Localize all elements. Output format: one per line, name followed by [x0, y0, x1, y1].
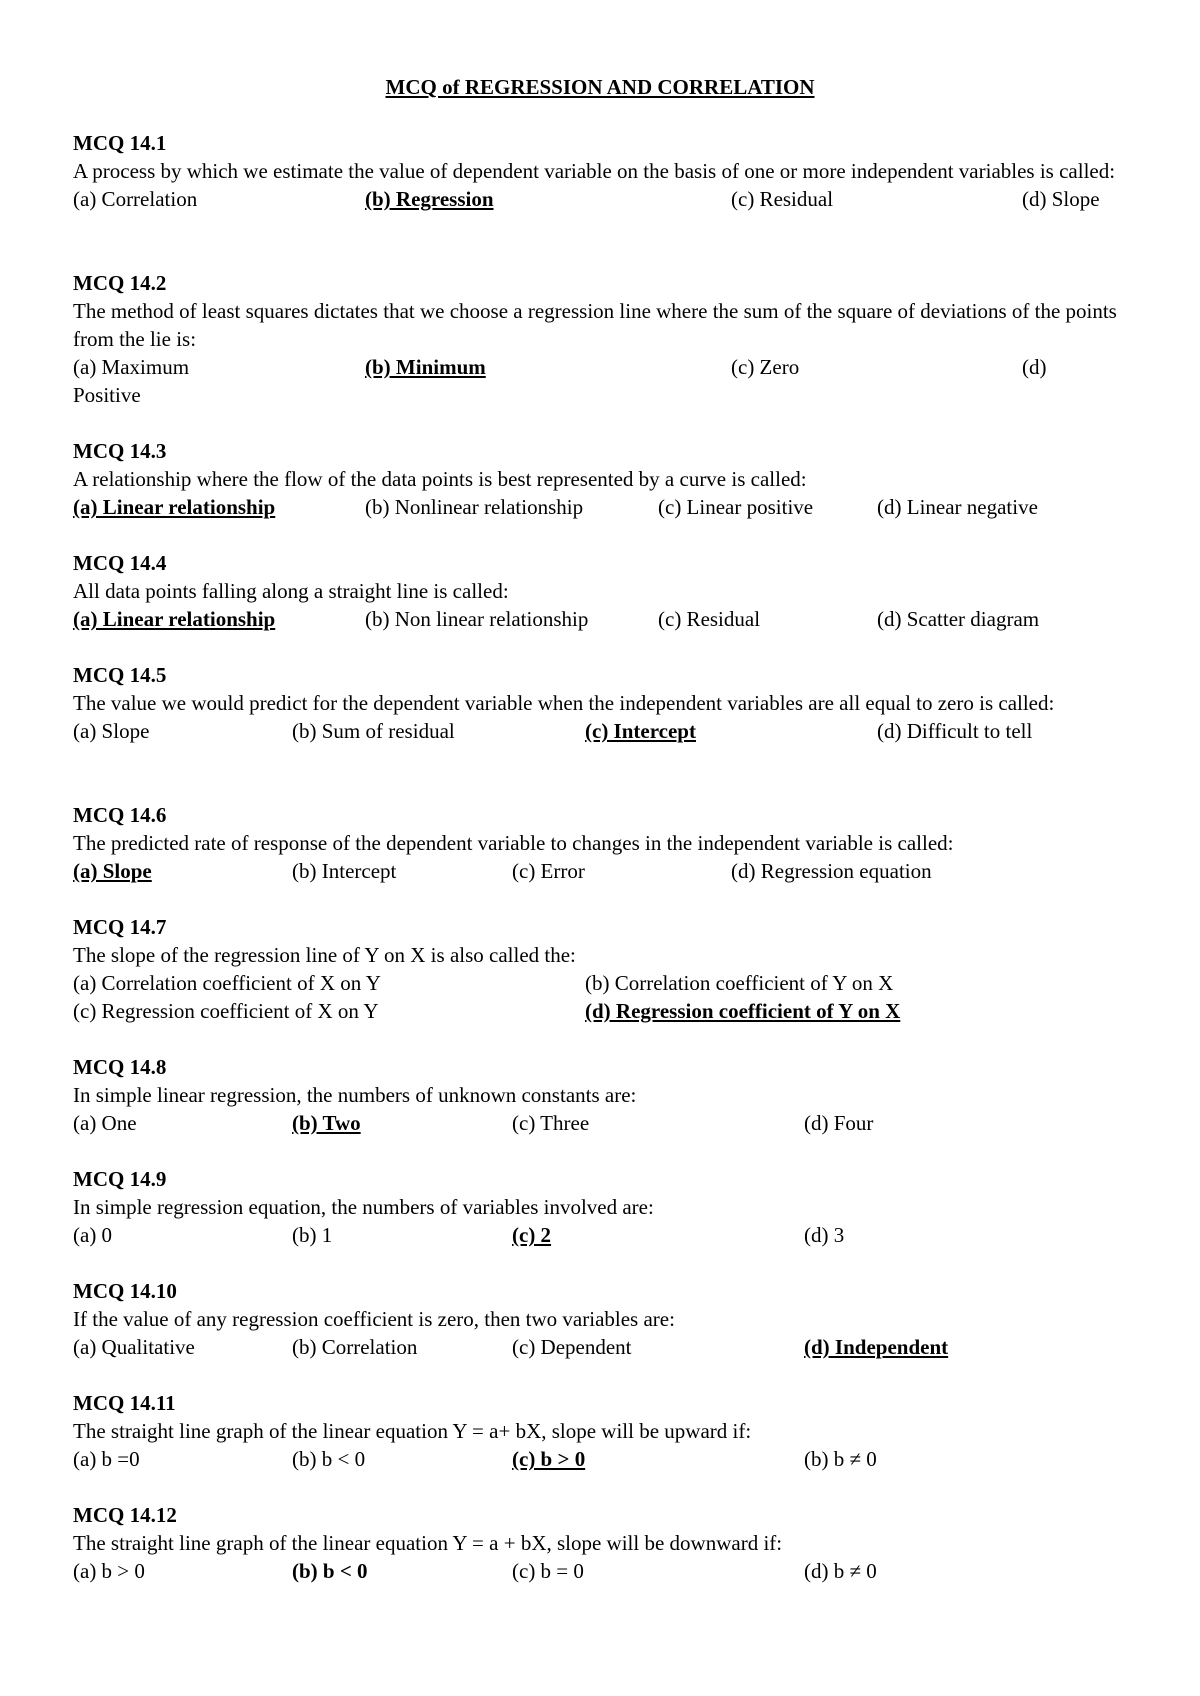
option-a[interactable]: (a) Correlation: [73, 187, 198, 211]
question-block: [73, 269, 1133, 409]
option-b[interactable]: (b) Sum of residual: [292, 719, 455, 743]
option-b-answer[interactable]: (b) Regression: [365, 187, 494, 211]
question-number: MCQ 14.2: [73, 271, 167, 295]
question-number: MCQ 14.1: [73, 131, 167, 155]
options-row: [73, 717, 1133, 745]
option-b[interactable]: (b) Intercept: [292, 859, 397, 883]
option-d[interactable]: (d) Slope: [1022, 187, 1100, 211]
question-number: MCQ 14.9: [73, 1167, 167, 1191]
option-b[interactable]: (b) Nonlinear relationship: [365, 495, 584, 519]
option-b[interactable]: (b) Correlation: [292, 1335, 418, 1359]
option-c-answer[interactable]: (c) 2: [512, 1223, 552, 1247]
option-a[interactable]: (a) Maximum: [73, 355, 190, 379]
question-text: The predicted rate of response of the dependent variable to changes in the independent variable is called:: [73, 831, 954, 855]
options-row: [73, 969, 1133, 997]
question-text: In simple regression equation, the numbers of variables involved are:: [73, 1195, 654, 1219]
option-c[interactable]: (c) Error: [512, 859, 585, 883]
question-block: [73, 1165, 1133, 1249]
question-number: MCQ 14.5: [73, 663, 167, 687]
question-text: The straight line graph of the linear equation Y = a+ bX, slope will be upward if:: [73, 1419, 752, 1443]
question-text: A process by which we estimate the value of dependent variable on the basis of one or more independent variables is called:: [73, 159, 1116, 183]
option-b-answer[interactable]: (b) b < 0: [292, 1559, 368, 1583]
question-number: MCQ 14.4: [73, 551, 167, 575]
option-b[interactable]: (b) b < 0: [292, 1447, 366, 1471]
option-c-answer[interactable]: (c) Intercept: [585, 719, 696, 743]
question-text: A relationship where the flow of the data points is best represented by a curve is called:: [73, 467, 807, 491]
question-text: If the value of any regression coefficient is zero, then two variables are:: [73, 1307, 675, 1331]
option-b[interactable]: (b) 1: [292, 1223, 333, 1247]
option-c[interactable]: (c) Zero: [731, 355, 800, 379]
question-block: [73, 437, 1133, 521]
option-a[interactable]: (a) Qualitative: [73, 1335, 195, 1359]
option-b[interactable]: (b) Correlation coefficient of Y on X: [585, 971, 894, 995]
option-d-answer[interactable]: (d) Regression coefficient of Y on X: [585, 999, 901, 1023]
question-block: [73, 549, 1133, 633]
options-row: [73, 185, 1133, 213]
option-d[interactable]: (d) 3: [804, 1223, 845, 1247]
options-row: [73, 1109, 1133, 1137]
option-c[interactable]: (c) Residual: [658, 607, 761, 631]
option-d[interactable]: (b) b ≠ 0: [804, 1447, 877, 1471]
option-d[interactable]: (d) Four: [804, 1111, 874, 1135]
options-row: [73, 997, 1133, 1025]
question-block: [73, 1277, 1133, 1361]
option-d[interactable]: (d) Regression equation: [731, 859, 932, 883]
option-d[interactable]: (d) Scatter diagram: [877, 607, 1040, 631]
options-row: [73, 857, 1133, 885]
option-c[interactable]: (c) Regression coefficient of X on Y: [73, 999, 379, 1023]
options-row: [73, 605, 1133, 633]
option-d-answer[interactable]: (d) Independent: [804, 1335, 949, 1359]
options-row: [73, 1333, 1133, 1361]
question-number: MCQ 14.3: [73, 439, 167, 463]
option-b[interactable]: (b) Non linear relationship: [365, 607, 589, 631]
option-b-answer[interactable]: (b) Minimum: [365, 355, 486, 379]
question-block: [73, 1501, 1133, 1585]
question-number: MCQ 14.10: [73, 1279, 177, 1303]
question-text: The method of least squares dictates that we choose a regression line where the sum of the square of deviations of the points from the lie is:: [73, 299, 1117, 351]
option-a[interactable]: (a) b > 0: [73, 1559, 145, 1583]
question-number: MCQ 14.11: [73, 1391, 176, 1415]
option-a-answer[interactable]: (a) Linear relationship: [73, 495, 276, 519]
options-row: [73, 493, 1133, 521]
option-c-answer[interactable]: (c) b > 0: [512, 1447, 586, 1471]
option-a[interactable]: (a) Slope: [73, 719, 150, 743]
option-a-answer[interactable]: (a) Linear relationship: [73, 607, 276, 631]
question-text: All data points falling along a straight line is called:: [73, 579, 509, 603]
option-a[interactable]: (a) One: [73, 1111, 137, 1135]
options-row: [73, 1445, 1133, 1473]
question-block: [73, 801, 1133, 885]
option-c[interactable]: (c) Linear positive: [658, 495, 814, 519]
question-block: [73, 913, 1133, 1025]
question-number: MCQ 14.7: [73, 915, 167, 939]
question-text: The straight line graph of the linear equation Y = a + bX, slope will be downward if:: [73, 1531, 783, 1555]
question-block: [73, 1389, 1133, 1473]
question-number: MCQ 14.6: [73, 803, 167, 827]
option-d[interactable]: (d) b ≠ 0: [804, 1559, 877, 1583]
options-row: [73, 1221, 1133, 1249]
option-d[interactable]: (d) Difficult to tell: [877, 719, 1033, 743]
options-row: [73, 353, 1133, 381]
options-row: [73, 1557, 1133, 1585]
option-a[interactable]: (a) Correlation coefficient of X on Y: [73, 971, 381, 995]
question-text: In simple linear regression, the numbers of unknown constants are:: [73, 1083, 637, 1107]
question-block: [73, 661, 1133, 745]
question-text: The slope of the regression line of Y on X is also called the:: [73, 943, 576, 967]
option-b-answer[interactable]: (b) Two: [292, 1111, 361, 1135]
option-a-answer[interactable]: (a) Slope: [73, 859, 152, 883]
option-d[interactable]: (d) Linear negative: [877, 495, 1038, 519]
question-text: The value we would predict for the dependent variable when the independent variables are all equal to zero is called:: [73, 691, 1055, 715]
question-number: MCQ 14.12: [73, 1503, 177, 1527]
option-d[interactable]: (d): [1022, 355, 1047, 379]
option-d-continued: Positive: [73, 383, 141, 407]
option-a[interactable]: (a) 0: [73, 1223, 113, 1247]
question-block: [73, 129, 1133, 213]
option-c[interactable]: (c) Residual: [731, 187, 834, 211]
question-block: [73, 1053, 1133, 1137]
question-number: MCQ 14.8: [73, 1055, 167, 1079]
option-c[interactable]: (c) b = 0: [512, 1559, 584, 1583]
option-c[interactable]: (c) Three: [512, 1111, 590, 1135]
option-a[interactable]: (a) b =0: [73, 1447, 140, 1471]
page-title: MCQ of REGRESSION AND CORRELATION: [385, 75, 815, 99]
option-c[interactable]: (c) Dependent: [512, 1335, 632, 1359]
